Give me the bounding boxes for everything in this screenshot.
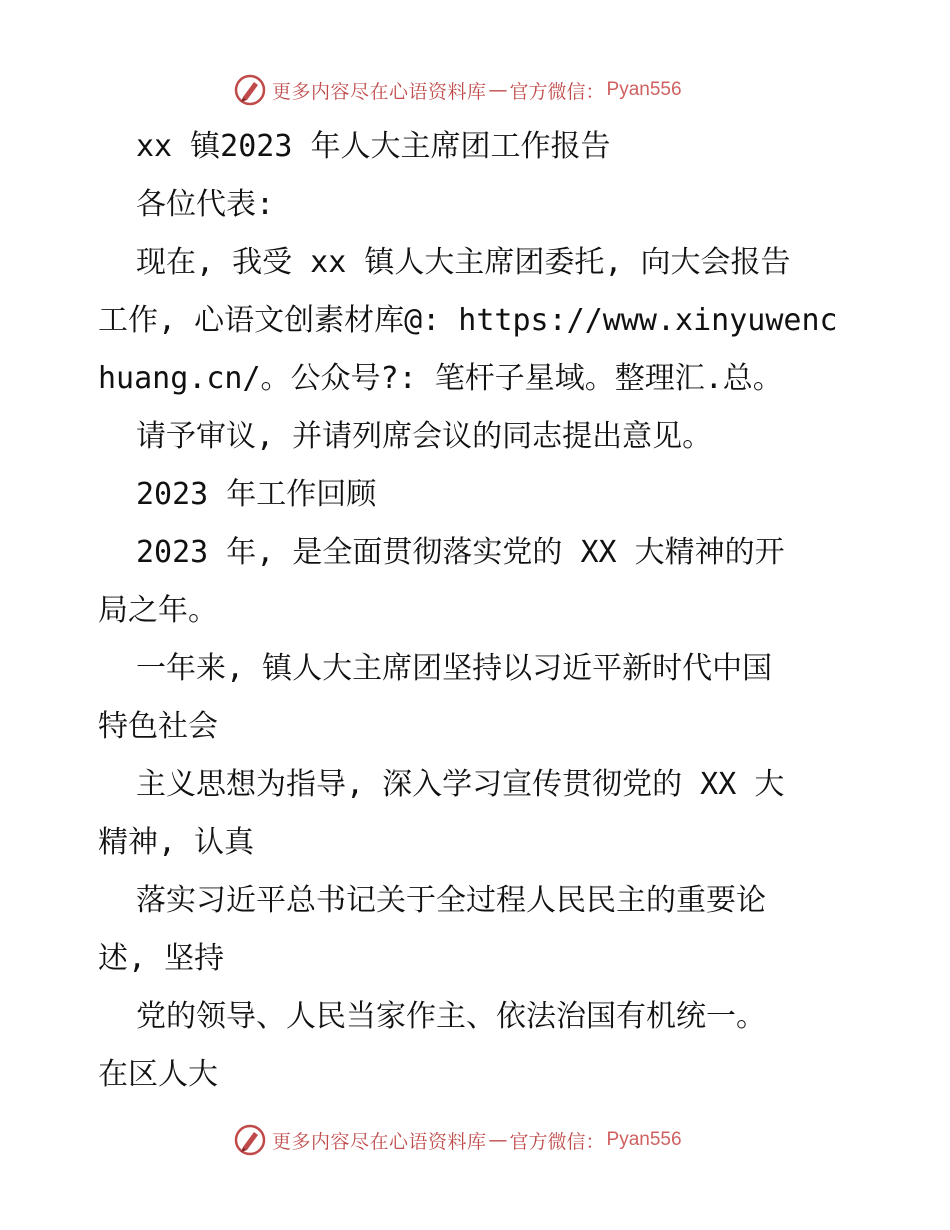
banner-wechat-label: 官方微信： (509, 80, 605, 103)
text-line: 主义思想为指导, 深入学习宣传贯彻党的 XX 大 (136, 767, 785, 802)
pen-logo-icon (232, 1122, 268, 1158)
document-body (98, 118, 852, 1104)
banner-slogan: 更多内容尽在心语资料库 (272, 80, 487, 103)
text-line: 在区人大 (98, 1057, 218, 1092)
text-line: 述, 坚持 (98, 941, 225, 976)
header-banner (232, 70, 712, 110)
text-line: 工作, 心语文创素材库@: https://www.xinyuwenc (98, 303, 838, 338)
text-line: 精神, 认真 (98, 825, 255, 860)
text-line: 现在, 我受 xx 镇人大主席团委托, 向大会报告 (136, 245, 791, 280)
banner-dash: — (488, 1129, 508, 1151)
text-line: huang.cn/。公众号?: 笔杆子星域。整理汇.总。 (98, 361, 783, 396)
banner-slogan: 更多内容尽在心语资料库 (272, 1130, 487, 1153)
banner-wechat-label: 官方微信： (509, 1130, 605, 1153)
text-line: 党的领导、人民当家作主、依法治国有机统一。 (136, 999, 766, 1034)
text-line: 落实习近平总书记关于全过程人民民主的重要论 (136, 883, 766, 918)
banner-wechat-id: Pyan556 (606, 79, 682, 100)
banner-dash: — (488, 79, 508, 101)
text-line: 2023 年, 是全面贯彻落实党的 XX 大精神的开 (136, 535, 785, 570)
banner-wechat-id: Pyan556 (606, 1129, 682, 1150)
text-line: xx 镇2023 年人大主席团工作报告 (136, 129, 611, 164)
text-line: 特色社会 (98, 709, 218, 744)
text-line: 各位代表: (136, 187, 275, 222)
footer-banner (232, 1120, 712, 1160)
text-line: 2023 年工作回顾 (136, 477, 377, 512)
text-line: 一年来, 镇人大主席团坚持以习近平新时代中国 (136, 651, 773, 686)
pen-logo-icon (232, 72, 268, 108)
text-line: 局之年。 (98, 593, 218, 628)
text-line: 请予审议, 并请列席会议的同志提出意见。 (136, 419, 713, 454)
